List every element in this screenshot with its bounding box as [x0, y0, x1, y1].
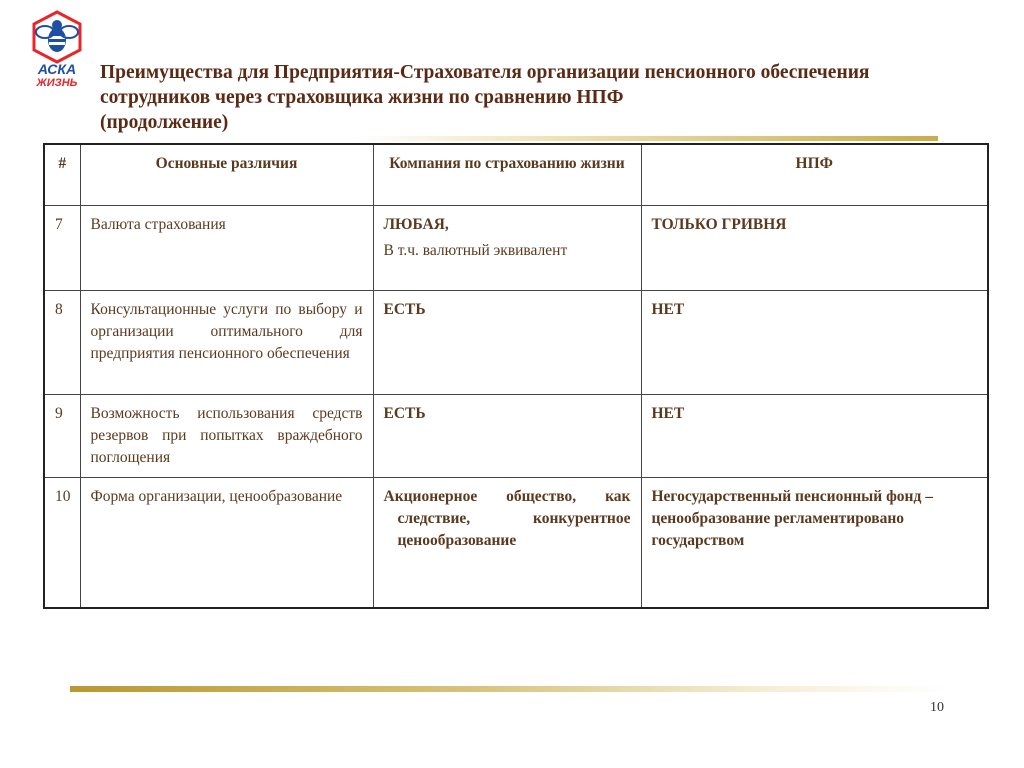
- row-life-insurer: [373, 478, 641, 608]
- title-line-1: Преимущества для Предприятия-Страхователя организации пенсионного обеспечения: [100, 62, 870, 83]
- table-row: [44, 291, 988, 395]
- comparison-table: [43, 143, 989, 609]
- row-life-insurer-note: В т.ч. валютный эквивалент: [383, 242, 568, 259]
- row-npf: Негосударственный пенсионный фонд – ценообразование регламентировано государством: [641, 478, 988, 608]
- header-life-insurer: Компания по страхованию жизни: [373, 144, 641, 206]
- row-npf: ТОЛЬКО ГРИВНЯ: [641, 206, 988, 291]
- row-number: 9: [44, 395, 80, 478]
- svg-text:АСКА: АСКА: [37, 61, 77, 77]
- row-life-insurer: [373, 206, 641, 291]
- title-line-3: (продолжение): [100, 112, 229, 133]
- table-row: [44, 206, 988, 291]
- header-differences: Основные различия: [80, 144, 373, 206]
- decorative-rule-bottom: [70, 686, 950, 692]
- row-difference: Возможность использования средств резервов при попытках враждебного поглощения: [80, 395, 373, 478]
- row-life-insurer: ЕСТЬ: [373, 291, 641, 395]
- page-number: 10: [930, 700, 944, 715]
- table-row: [44, 478, 988, 608]
- title-line-2: сотрудников через страховщика жизни по сравнению НПФ: [100, 87, 624, 108]
- header-number: #: [44, 144, 80, 206]
- row-life-insurer-main: ЛЮБАЯ,: [383, 216, 449, 233]
- row-difference: Консультационные услуги по выбору и организации оптимального для предприятия пенсионного обеспечения: [80, 291, 373, 395]
- row-npf: НЕТ: [641, 291, 988, 395]
- row-npf: НЕТ: [641, 395, 988, 478]
- row-difference: Форма организации, ценообразование: [80, 478, 373, 608]
- row-life-insurer: ЕСТЬ: [373, 395, 641, 478]
- aska-zhizn-logo-icon: [18, 10, 96, 88]
- slide-title: [100, 60, 1010, 135]
- svg-text:ЖИЗНЬ: ЖИЗНЬ: [36, 77, 78, 88]
- row-number: 10: [44, 478, 80, 608]
- decorative-rule-top: [355, 136, 938, 141]
- company-logo: [18, 10, 96, 88]
- row-life-insurer-text: Акционерное общество, как следствие, конкурентное ценообразование: [383, 488, 631, 549]
- table-row: [44, 395, 988, 478]
- table-header-row: [44, 144, 988, 206]
- row-number: 7: [44, 206, 80, 291]
- row-difference: Валюта страхования: [80, 206, 373, 291]
- row-number: 8: [44, 291, 80, 395]
- header-npf: НПФ: [641, 144, 988, 206]
